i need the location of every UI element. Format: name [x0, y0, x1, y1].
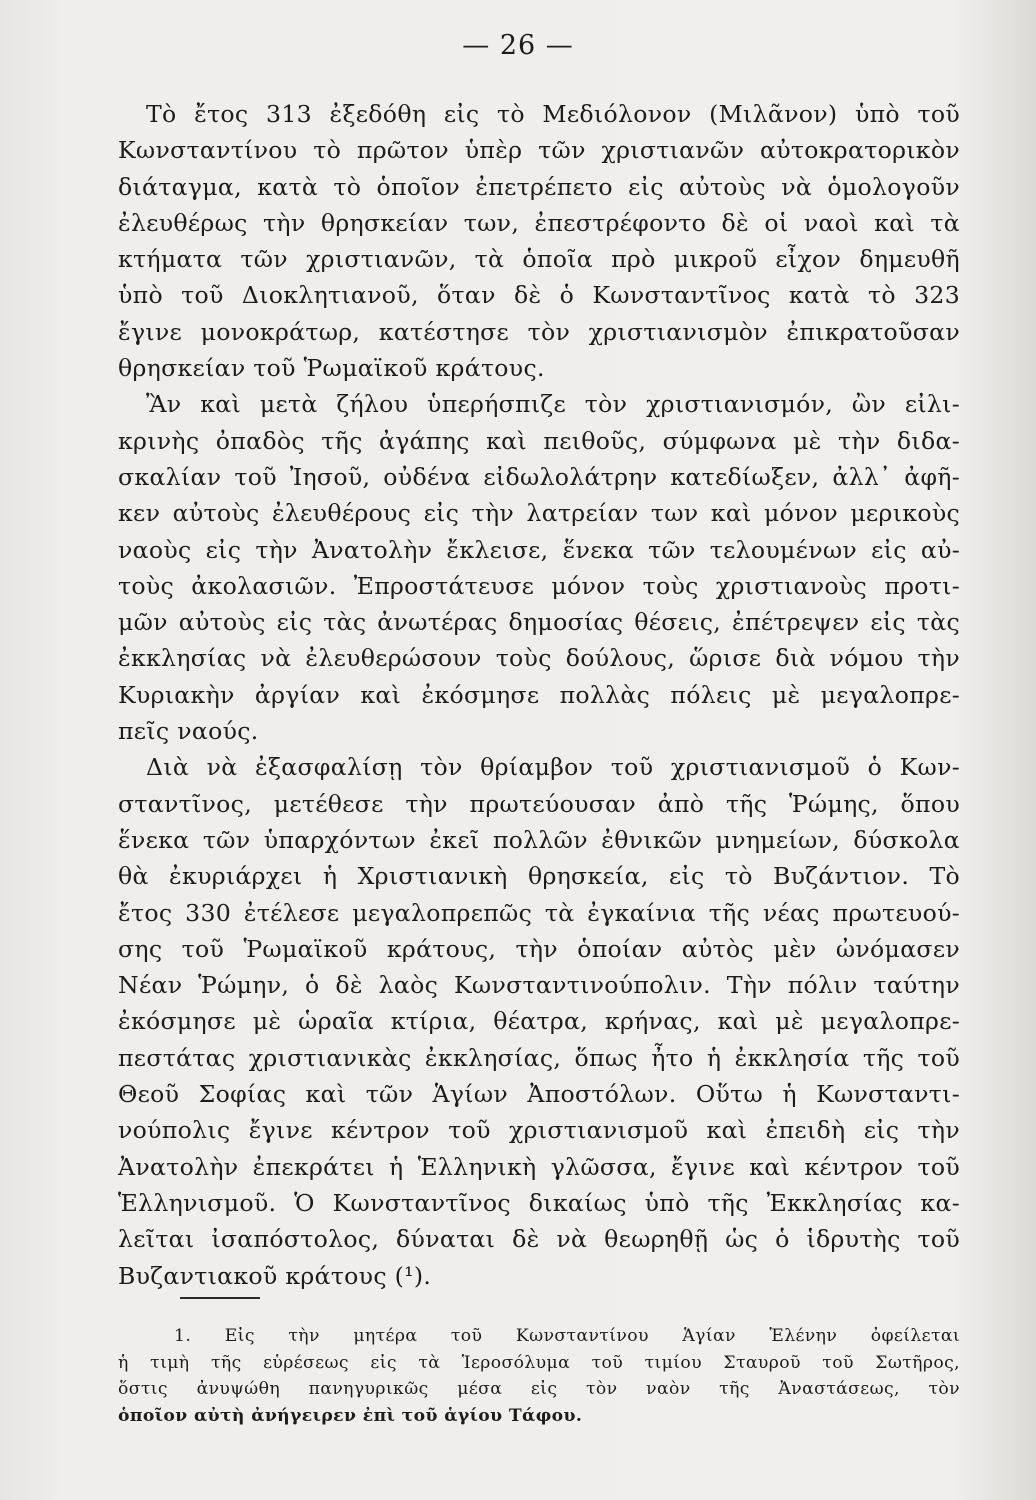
- text-line: ἐκόσμησε μὲ ὡραῖα κτίρια, θέατρα, κρήνας, καὶ μὲ μεγαλοπρε-: [118, 1007, 960, 1036]
- text-line: Θεοῦ Σοφίας καὶ τῶν Ἁγίων Ἀποστόλων. Οὕτω ἡ Κωνσταντι-: [118, 1080, 960, 1109]
- text-line: ὑπὸ τοῦ Διοκλητιανοῦ, ὅταν δὲ ὁ Κωνσταντῖνος κατὰ τὸ 323: [118, 281, 960, 310]
- text-line: ἔγινε μονοκράτωρ, κατέστησε τὸν χριστιανισμὸν ἐπικρατοῦσαν: [118, 317, 960, 346]
- text-line: κεν αὐτοὺς ἐλευθέρους εἰς τὴν λατρείαν των καὶ μόνον μερικοὺς: [118, 499, 960, 528]
- text-line: Βυζαντιακοῦ κράτους (¹).: [118, 1261, 432, 1290]
- footnote-line: ἡ τιμὴ τῆς εὑρέσεως εἰς τὰ Ἱεροσόλυμα τοῦ τιμίου Σταυροῦ τοῦ Σωτῆρος,: [118, 1352, 960, 1373]
- text-line: Ἑλληνισμοῦ. Ὁ Κωνσταντῖνος δικαίως ὑπὸ τῆς Ἐκκλησίας κα-: [118, 1188, 960, 1217]
- text-line: τοὺς ἀκολασιῶν. Ἐπροστάτευσε μόνον τοὺς χριστιανοὺς προτι-: [118, 571, 960, 600]
- page-number: — 26 —: [462, 30, 574, 61]
- text-line: ἐκκλησίας νὰ ἐλευθερώσουν τοὺς δούλους, ὥρισε διὰ νόμου τὴν: [118, 644, 960, 673]
- text-line: κρινὴς ὀπαδὸς τῆς ἀγάπης καὶ πειθοῦς, σύμφωνα μὲ τὴν διδα-: [118, 426, 960, 455]
- text-line: διάταγμα, κατὰ τὸ ὁποῖον ἐπετρέπετο εἰς αὐτοὺς νὰ ὁμολογοῦν: [118, 172, 960, 201]
- text-line: πεῖς ναούς.: [118, 717, 259, 746]
- text-line: κτήματα τῶν χριστιανῶν, τὰ ὁποῖα πρὸ μικροῦ εἶχον δημευθῆ: [118, 245, 960, 274]
- text-line: σης τοῦ Ῥωμαϊκοῦ κράτους, τὴν ὁποίαν αὐτὸς μὲν ὠνόμασεν: [118, 934, 960, 963]
- text-line: λεῖται ἰσαπόστολος, δύναται δὲ νὰ θεωρηθῇ ὡς ὁ ἱδρυτὴς τοῦ: [118, 1225, 960, 1254]
- footnote-line: 1. Εἰς τὴν μητέρα τοῦ Κωνσταντίνου Ἁγίαν Ἑλένην ὀφείλεται: [174, 1326, 960, 1346]
- text-line: σκαλίαν τοῦ Ἰησοῦ, οὐδένα εἰδωλολάτρην κατεδίωξεν, ἀλλ᾽ ἀφῆ-: [118, 462, 960, 491]
- footnote-line: ὅστις ἀνυψώθη πανηγυρικῶς μέσα εἰς τὸν ναὸν τῆς Ἀναστάσεως, τὸν: [118, 1379, 960, 1400]
- text-line: Κωνσταντίνου τὸ πρῶτον ὑπὲρ τῶν χριστιανῶν αὐτοκρατορικὸν: [118, 136, 960, 165]
- main-text: [118, 96, 960, 1294]
- text-line: πεστάτας χριστιανικὰς ἐκκλησίας, ὅπως ἦτο ἡ ἐκκλησία τῆς τοῦ: [118, 1043, 960, 1072]
- text-line: νούπολις ἔγινε κέντρον τοῦ χριστιανισμοῦ καὶ ἐπειδὴ εἰς τὴν: [118, 1116, 960, 1145]
- text-line: ἕνεκα τῶν ὑπαρχόντων ἐκεῖ πολλῶν ἐθνικῶν μνημείων, δύσκολα: [118, 825, 960, 854]
- text-line: Κυριακὴν ἀργίαν καὶ ἐκόσμησε πολλὰς πόλεις μὲ μεγαλοπρε-: [118, 680, 960, 709]
- text-line: θὰ ἐκυριάρχει ἡ Χριστιανικὴ θρησκεία, εἰς τὸ Βυζάντιον. Τὸ: [118, 862, 960, 891]
- text-line: ἐλευθέρως τὴν θρησκείαν των, ἐπεστρέφοντο δὲ οἱ ναοὶ καὶ τὰ: [118, 208, 960, 237]
- footnote-divider: [180, 1297, 260, 1299]
- text-line: Νέαν Ῥώμην, ὁ δὲ λαὸς Κωνσταντινούπολιν. Τὴν πόλιν ταύτην: [118, 971, 960, 1000]
- footnote-line: ὁποῖον αὐτὴ ἀνήγειρεν ἐπὶ τοῦ ἁγίου Τάφου.: [118, 1406, 583, 1427]
- text-line: Ἂν καὶ μετὰ ζήλου ὑπερήσπιζε τὸν χριστιανισμόν, ὢν εἰλι-: [146, 390, 960, 419]
- text-line: ναοὺς εἰς τὴν Ἀνατολὴν ἔκλεισε, ἕνεκα τῶν τελουμένων εἰς αὐ-: [118, 535, 960, 564]
- text-line: ἔτος 330 ἐτέλεσε μεγαλοπρεπῶς τὰ ἐγκαίνια τῆς νέας πρωτευού-: [118, 898, 960, 927]
- text-line: Διὰ νὰ ἐξασφαλίσῃ τὸν θρίαμβον τοῦ χριστιανισμοῦ ὁ Κων-: [146, 753, 960, 782]
- text-line: Τὸ ἔτος 313 ἐξεδόθη εἰς τὸ Μεδιόλονον (Μιλᾶνον) ὑπὸ τοῦ: [146, 100, 960, 128]
- footnote: [118, 1323, 960, 1430]
- text-line: θρησκείαν τοῦ Ῥωμαϊκοῦ κράτους.: [118, 354, 545, 383]
- text-line: σταντῖνος, μετέθεσε τὴν πρωτεύουσαν ἀπὸ τῆς Ῥώμης, ὅπου: [118, 789, 960, 818]
- text-line: μῶν αὐτοὺς εἰς τὰς ἀνωτέρας δημοσίας θέσεις, ἐπέτρεψεν εἰς τὰς: [118, 608, 960, 637]
- text-line: Ἀνατολὴν ἐπεκράτει ἡ Ἑλληνικὴ γλῶσσα, ἔγινε καὶ κέντρον τοῦ: [118, 1152, 960, 1181]
